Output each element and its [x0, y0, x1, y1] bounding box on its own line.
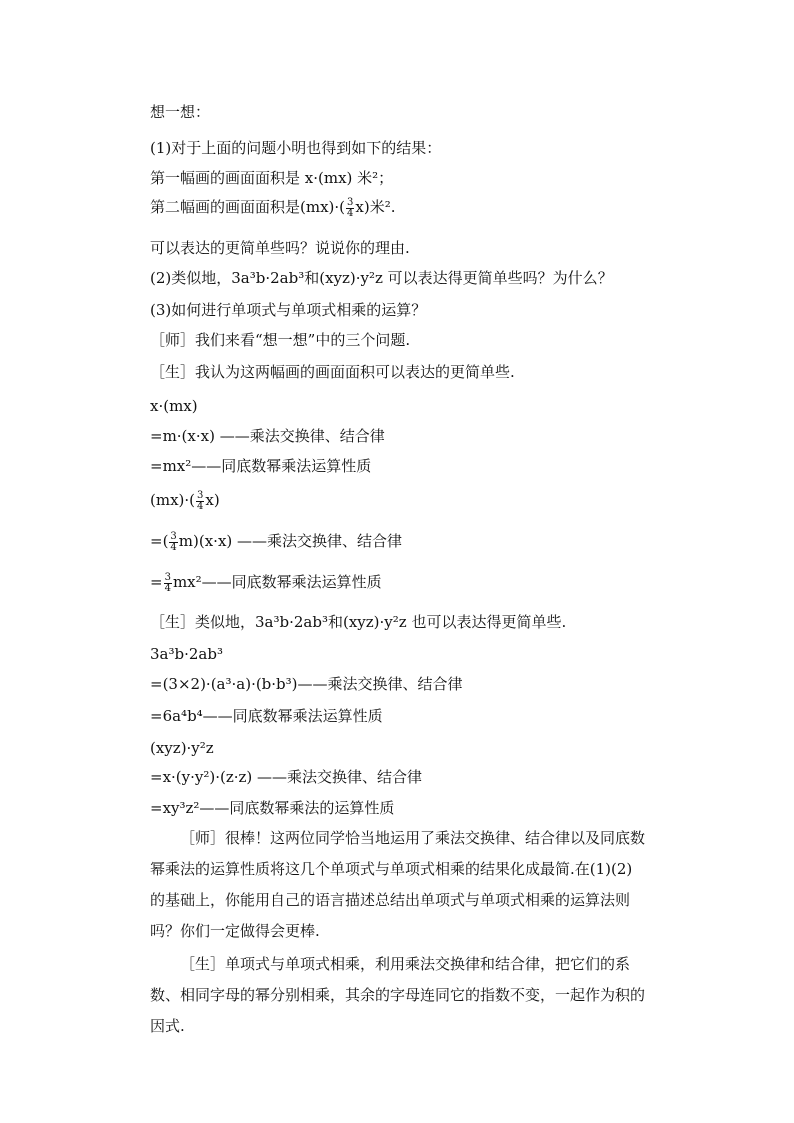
question-1-line-2: 第二幅画的画面面积是(mx)·( $\frac{3}{4}$ x)米². — [150, 196, 396, 219]
student-remark-2: ［生］类似地，3a³b·2ab³和(xyz)·y²z 也可以表达得更简单些. — [150, 613, 567, 631]
calc-a-1: x·(mx) — [150, 397, 198, 415]
calc-c-3: =6a⁴b⁴——同底数幂乘法运算性质 — [150, 707, 383, 725]
fraction: $\frac{3}{4}$ — [197, 489, 204, 512]
section-title: 想一想： — [150, 103, 211, 121]
student-remark-3: ［生］单项式与单项式相乘，利用乘法交换律和结合律，把它们的系数、相同字母的幂分别相乘，其余的字母连同它的指数不变，一起作为积的因式. — [150, 955, 646, 1035]
calc-a-3: =mx²——同底数幂乘法运算性质 — [150, 457, 372, 475]
calc-b-1: (mx)·( $\frac{3}{4}$ x) — [150, 489, 220, 512]
fraction: $\frac{3}{4}$ — [170, 530, 177, 553]
calc-c-2: =(3×2)·(a³·a)·(b·b³)——乘法交换律、结合律 — [150, 675, 463, 693]
calc-b-2: =( $\frac{3}{4}$ m)(x·x) ——乘法交换律、结合律 — [150, 530, 403, 553]
fraction: $\frac{3}{4}$ — [347, 196, 354, 219]
question-1-intro: (1)对于上面的问题小明也得到如下的结果： — [150, 139, 442, 157]
fraction: $\frac{3}{4}$ — [164, 571, 171, 594]
question-2: (2)类似地，3a³b·2ab³和(xyz)·y²z 可以表达得更简单些吗？为什么？ — [150, 269, 613, 287]
calc-c-1: 3a³b·2ab³ — [150, 645, 223, 663]
question-1-line-1: 第一幅画的画面面积是 x·(mx) 米²； — [150, 169, 394, 187]
calc-d-1: (xyz)·y²z — [150, 739, 214, 757]
student-remark-1: ［生］我认为这两幅画的画面面积可以表达的更简单些. — [150, 363, 515, 381]
teacher-remark-2: ［师］很棒！这两位同学恰当地运用了乘法交换律、结合律以及同底数幂乘法的运算性质将这几个单项式与单项式相乘的结果化成最简.在(1)(2)的基础上，你能用自己的语言描述总结出单项式与单项式相乘的运算法则吗？你们一定做得会更棒. — [150, 829, 646, 940]
calc-d-3: =xy³z²——同底数幂乘法的运算性质 — [150, 799, 395, 817]
question-3: (3)如何进行单项式与单项式相乘的运算？ — [150, 301, 427, 319]
calc-b-3: = $\frac{3}{4}$ mx²——同底数幂乘法运算性质 — [150, 571, 382, 594]
calc-a-2: =m·(x·x) ——乘法交换律、结合律 — [150, 427, 385, 445]
calc-d-2: =x·(y·y²)·(z·z) ——乘法交换律、结合律 — [150, 768, 423, 786]
question-1-ask: 可以表达的更简单些吗？说说你的理由. — [150, 239, 410, 257]
teacher-remark-1: ［师］我们来看“想一想”中的三个问题. — [150, 331, 411, 349]
